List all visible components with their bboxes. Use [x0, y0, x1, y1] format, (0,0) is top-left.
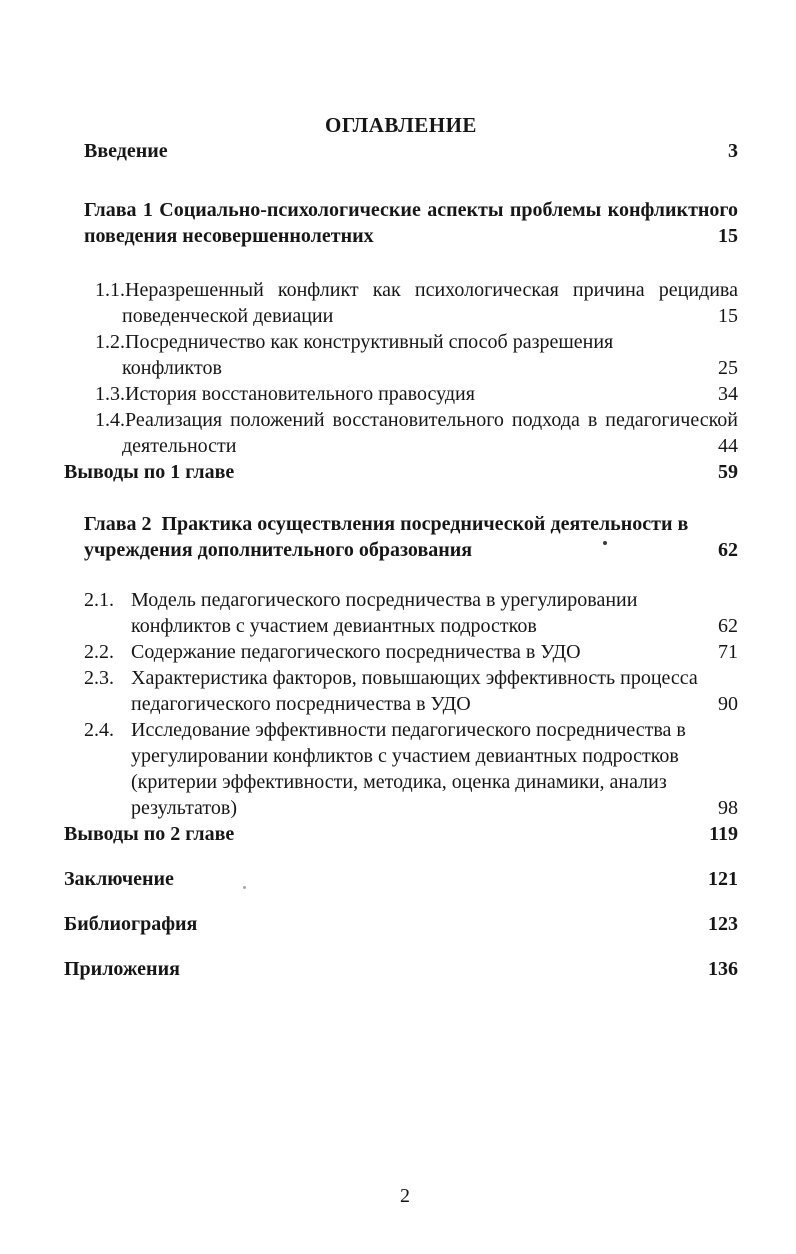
toc-entry — [64, 587, 738, 613]
toc-entry-page: 90 — [718, 693, 738, 715]
toc-entry-page: 59 — [718, 461, 738, 483]
toc-entry — [64, 381, 738, 407]
toc-entry-text: учреждения дополнительного образования — [84, 539, 473, 561]
toc-entry — [64, 613, 738, 639]
toc-entry-text: Характеристика факторов, повышающих эффективность процесса — [131, 667, 698, 689]
toc-entry-page: 44 — [718, 435, 738, 457]
toc-entry-number: 2.1. — [84, 589, 114, 611]
toc-entry-page: 62 — [718, 539, 738, 561]
toc-entry-text: Глава 1 Социально-психологические аспекты проблемы конфликтного — [84, 199, 738, 221]
toc-entry-text: Содержание педагогического посредничества в УДО — [131, 641, 581, 663]
toc-entry — [64, 197, 738, 223]
toc-entry — [64, 433, 738, 459]
page-title: ОГЛАВЛЕНИЕ — [325, 113, 477, 137]
toc-entries — [64, 138, 738, 982]
toc-entry-text: (критерии эффективности, методика, оценка динамики, анализ — [131, 771, 667, 793]
toc-entry-text: урегулировании конфликтов с участием девиантных подростков — [131, 745, 679, 767]
toc-gap — [64, 892, 738, 911]
toc-entry — [64, 511, 738, 537]
toc-entry-page: 25 — [718, 357, 738, 379]
toc-entry-text: 1.3.История восстановительного правосудия — [95, 383, 475, 405]
toc-entry-page: 136 — [708, 958, 738, 980]
toc-entry-page: 15 — [718, 305, 738, 327]
toc-entry-text: Введение — [84, 140, 168, 162]
toc-entry — [64, 717, 738, 743]
toc-entry — [64, 866, 738, 892]
toc-gap — [64, 164, 738, 197]
toc-entry — [64, 743, 738, 769]
toc-entry-number: 2.4. — [84, 719, 114, 741]
scan-speck — [603, 541, 607, 545]
toc-entry — [64, 138, 738, 164]
toc-entry-number: 2.3. — [84, 667, 114, 689]
toc-entry-text: результатов) — [131, 797, 237, 819]
toc-entry-text: педагогического посредничества в УДО — [131, 693, 471, 715]
toc-entry — [64, 355, 738, 381]
toc-entry-text: Приложения — [64, 958, 180, 980]
toc-entry — [64, 956, 738, 982]
toc-entry-text: Библиография — [64, 913, 198, 935]
toc-entry-page: 3 — [728, 140, 738, 162]
toc-entry-text: деятельности — [122, 435, 237, 457]
toc-entry-text: Заключение — [64, 868, 174, 890]
toc-gap — [64, 249, 738, 277]
toc-entry — [64, 691, 738, 717]
toc-entry-text: конфликтов — [122, 357, 222, 379]
toc-entry — [64, 459, 738, 485]
toc-entry — [64, 639, 738, 665]
toc-entry-text: конфликтов с участием девиантных подростков — [131, 615, 537, 637]
toc-entry — [64, 821, 738, 847]
toc-entry-text: поведения несовершеннолетних — [84, 225, 374, 247]
toc-entry — [64, 303, 738, 329]
toc-entry-text: 1.2.Посредничество как конструктивный способ разрешения — [95, 331, 614, 353]
toc-entry-page: 34 — [718, 383, 738, 405]
toc-entry-page: 62 — [718, 615, 738, 637]
toc-entry-text: Исследование эффективности педагогического посредничества в — [131, 719, 686, 741]
footer-page-number: 2 — [400, 1185, 410, 1207]
toc-entry-page: 119 — [709, 823, 738, 845]
toc-entry-text: Выводы по 2 главе — [64, 823, 235, 845]
toc-entry-page: 123 — [708, 913, 738, 935]
toc-entry — [64, 795, 738, 821]
toc-entry-text: 1.4.Реализация положений восстановительного подхода в педагогической — [95, 409, 738, 431]
toc-entry-text: Модель педагогического посредничества в урегулировании — [131, 589, 638, 611]
toc-entry — [64, 665, 738, 691]
toc-entry — [64, 223, 738, 249]
toc-entry-text: Выводы по 1 главе — [64, 461, 235, 483]
toc-entry — [64, 407, 738, 433]
toc-entry — [64, 911, 738, 937]
toc-entry-page: 121 — [708, 868, 738, 890]
toc-entry-page: 15 — [718, 225, 738, 247]
scan-speck — [243, 886, 246, 889]
toc-entry — [64, 277, 738, 303]
toc-gap — [64, 563, 738, 587]
toc-entry-number: 2.2. — [84, 641, 114, 663]
toc-entry-text: 1.1.Неразрешенный конфликт как психологическая причина рецидива — [95, 279, 738, 301]
table-of-contents — [64, 112, 738, 982]
toc-entry — [64, 537, 738, 563]
toc-gap — [64, 847, 738, 866]
toc-gap — [64, 485, 738, 511]
toc-entry-page: 71 — [718, 641, 738, 663]
toc-entry-text: поведенческой девиации — [122, 305, 334, 327]
toc-entry-page: 98 — [718, 797, 738, 819]
toc-entry — [64, 769, 738, 795]
toc-entry — [64, 329, 738, 355]
toc-gap — [64, 937, 738, 956]
toc-entry-text: Глава 2 Практика осуществления посреднической деятельности в — [84, 513, 689, 535]
